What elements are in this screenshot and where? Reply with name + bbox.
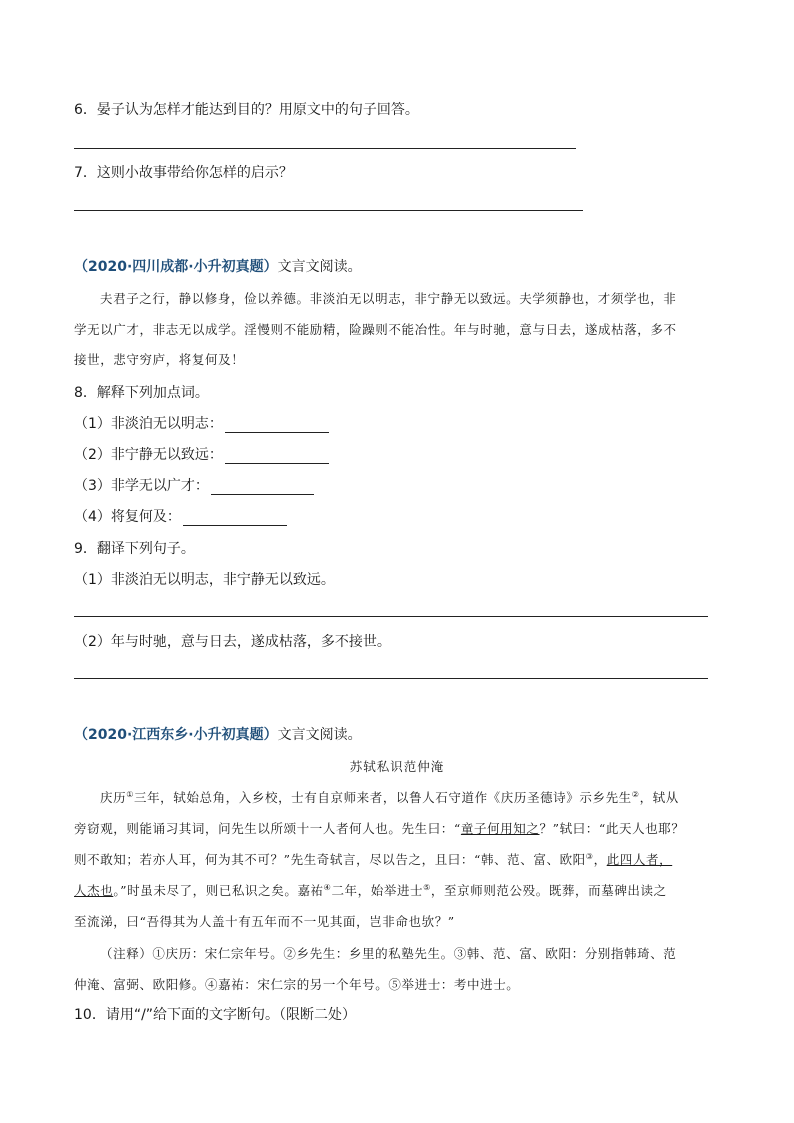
question-10: 10．请用“/”给下面的文字断句。（限断二处） [74, 1007, 357, 1023]
text-run: 庆历 [100, 790, 127, 805]
text-run: 三年，轼始总角，入乡校，士有自京师来者，以鲁人石守道作《庆历圣德诗》示乡先生 [133, 790, 632, 805]
text-run: 。”时虽未尽了，则已私识之矣。嘉祐 [113, 883, 324, 898]
text-run: ？”轼曰：“此天人也耶？ [539, 821, 685, 836]
q8-item-1-label: （1）非淡泊无以明志： [74, 416, 223, 432]
footnote-mark-4: ④ [323, 882, 332, 892]
answer-line-7[interactable] [74, 210, 583, 211]
footnote-mark-5: ⑤ [423, 882, 431, 892]
q8-item-3 [74, 477, 314, 495]
passage1-line-3: 接世，悲守穷庐，将复何及！ [74, 352, 245, 367]
q8-item-4-blank[interactable] [183, 511, 287, 526]
underlined-phrase: 人杰也 [74, 883, 114, 898]
underlined-phrase: 此四人者， [606, 852, 673, 867]
footnote-mark-1: ① [126, 789, 134, 799]
section2-source: （2020·江西东乡·小升初真题） [74, 727, 278, 743]
text-run: ，至京师则范公殁。既葬，而墓碑出读之 [430, 883, 667, 898]
passage2-line-3 [74, 851, 672, 869]
answer-line-6[interactable] [74, 148, 576, 149]
section1-title: 文言文阅读。 [277, 259, 362, 275]
story-title: 苏轼私识范仲淹 [349, 759, 445, 774]
q8-item-2 [74, 446, 329, 464]
q9-item-1: （1）非淡泊无以明志，非宁静无以致远。 [74, 572, 335, 588]
section1-source: （2020·四川成都·小升初真题） [74, 259, 278, 275]
q8-item-3-label: （3）非学无以广才： [74, 478, 209, 494]
text-run: 旁窃观，则能诵习其词，问先生以所颂十一人者何人也。先生曰：“ [74, 821, 461, 836]
text-run: 则不敢知；若亦人耳，何为其不可？”先生奇轼言，尽以告之，且曰：“韩、范、富、欧阳 [74, 852, 586, 867]
text-run: ，轼从 [639, 790, 679, 805]
q9-item-2: （2）年与时驰，意与日去，遂成枯落，多不接世。 [74, 634, 391, 650]
question-9: 9．翻译下列句子。 [74, 541, 195, 557]
q8-item-2-label: （2）非宁静无以致远： [74, 447, 223, 463]
passage2-line-4 [74, 882, 667, 900]
q8-item-1 [74, 415, 329, 433]
section2-header [74, 726, 362, 744]
footnote-mark-3: ③ [585, 851, 594, 861]
underlined-phrase: 童子何用知之 [460, 821, 540, 836]
passage1-line-1: 夫君子之行，静以修身，俭以养德。非淡泊无以明志，非宁静无以致远。夫学须静也，才须学也，非 [100, 291, 677, 306]
q8-item-4-label: （4）将复何及： [74, 509, 181, 525]
footnote-mark-2: ② [631, 789, 640, 799]
question-6: 6．晏子认为怎样才能达到目的？用原文中的句子回答。 [74, 102, 419, 118]
q8-item-2-blank[interactable] [225, 449, 329, 464]
passage2-line-5: 至流涕，曰“吾得其为人盖十有五年而不一见其面，岂非命也欤？” [74, 914, 455, 929]
passage2-line-1 [100, 789, 679, 807]
passage1-line-2: 学无以广才，非志无以成学。淫慢则不能励精，险躁则不能冶性。年与时驰，意与日去，遂成枯落，多不 [74, 322, 677, 337]
passage2-line-2 [74, 820, 685, 838]
answer-line-9-1[interactable] [74, 616, 708, 617]
question-7: 7．这则小故事带给你怎样的启示？ [74, 165, 293, 181]
notes-line-2: 仲淹、富弼、欧阳修。④嘉祐：宋仁宗的另一个年号。⑤举进士：考中进士。 [74, 977, 520, 992]
q8-item-3-blank[interactable] [211, 480, 314, 495]
section2-title: 文言文阅读。 [277, 727, 362, 743]
text-run: ， [593, 852, 607, 867]
notes-line-1: （注释）①庆历：宋仁宗年号。②乡先生：乡里的私塾先生。③韩、范、富、欧阳：分别指韩琦、范 [100, 946, 677, 961]
answer-line-9-2[interactable] [74, 678, 708, 679]
section1-header [74, 258, 362, 276]
q8-item-1-blank[interactable] [225, 418, 329, 433]
question-8: 8．解释下列加点词。 [74, 385, 209, 401]
q8-item-4 [74, 508, 287, 526]
text-run: 二年，始举进士 [331, 883, 424, 898]
